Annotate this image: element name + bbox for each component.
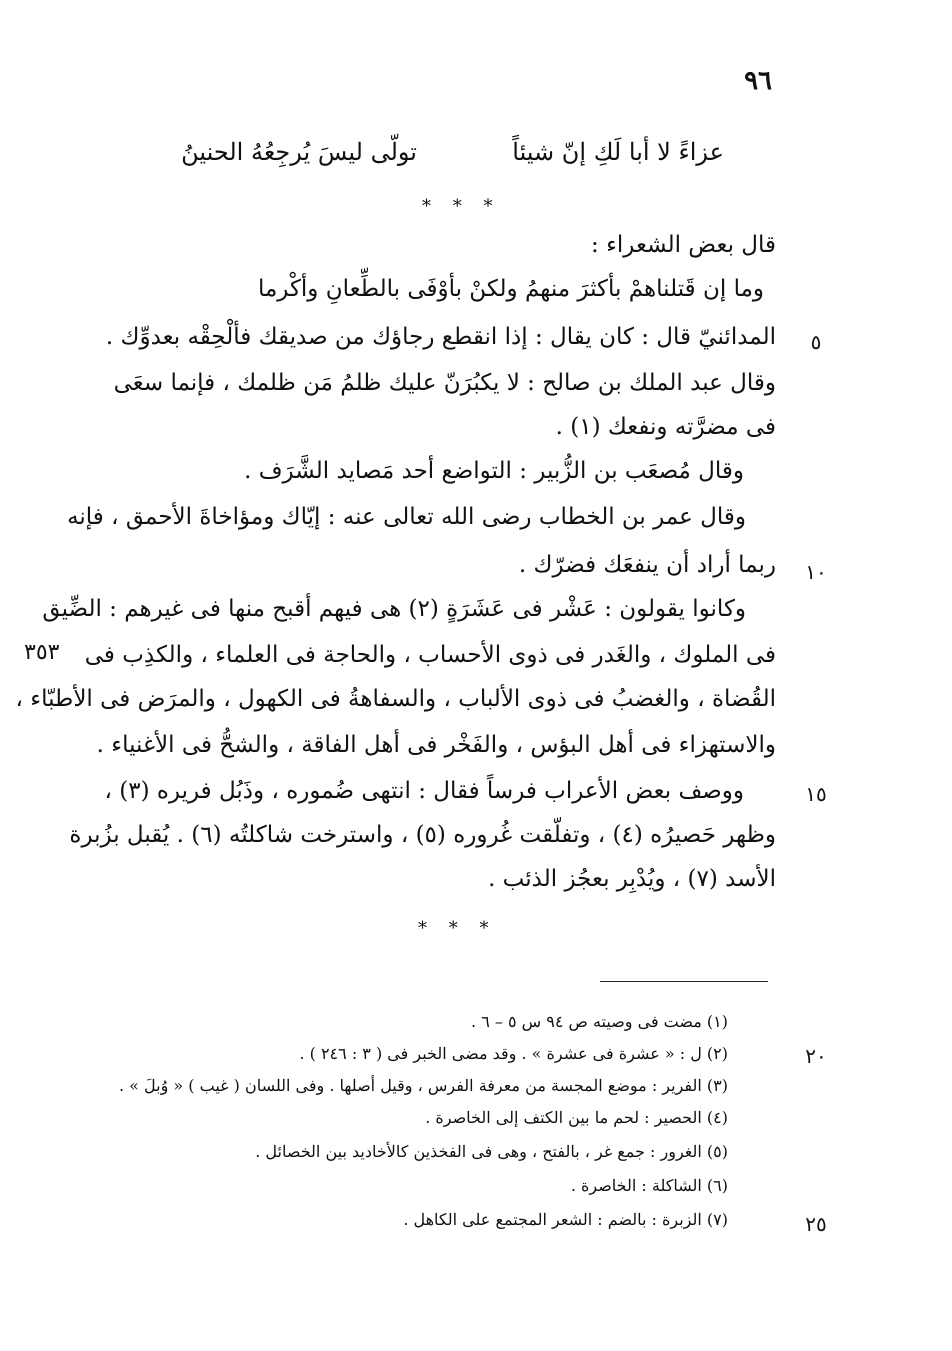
- text-line-3: المدائنيّ قال : كان يقال : إذا انقطع رجاؤك من صديقك فألْحِقْه بعدوِّك .: [105, 324, 776, 350]
- text-line-1: قال بعض الشعراء :: [591, 232, 776, 258]
- footnote-6: (٦) الشاكلة : الخاصرة .: [570, 1176, 728, 1195]
- footnote-3: (٣) الفرير : موضع المجسة من معرفة الفرس ، وقيل أصلها . وفى اللسان ( غيب ) « وُبلَ » .: [119, 1076, 728, 1095]
- margin-line-number-5: ٥: [810, 330, 822, 354]
- section-separator-end: * * *: [418, 918, 497, 939]
- text-line-11: القُضاة ، والغضبُ فى ذوى الألباب ، والسفاهةُ فى الكهول ، والمرَض فى الأطبّاء ،: [15, 686, 776, 712]
- text-line-10: فى الملوك ، والغَدر فى ذوى الأحساب ، والحاجة فى العلماء ، والكذِب فى: [84, 642, 776, 668]
- margin-line-number-15: ١٥: [805, 782, 827, 806]
- margin-page-reference: ٣٥٣: [24, 640, 60, 665]
- text-line-4: وقال عبد الملك بن صالح : لا يكبُرَنّ عليك ظلمُ مَن ظلمك ، فإنما سعَى: [113, 370, 776, 396]
- text-line-12: والاستهزاء فى أهل البؤس ، والفَخْر فى أهل الفاقة ، والشحُّ فى الأغنياء .: [96, 732, 776, 758]
- text-line-13: ووصف بعض الأعراب فرساً فقال : انتهى ضُموره ، وذَبُل فريره (٣) ،: [104, 778, 744, 804]
- text-line-9: وكانوا يقولون : عَشْر فى عَشَرَةٍ (٢) هى فيهم أقبح منها فى غيرهم : الضِّيق: [42, 596, 746, 622]
- text-line-5: فى مضرَّته ونفعك (١) .: [555, 414, 776, 440]
- footnote-2: (٢) ل : « عشرة فى عشرة » . وقد مضى الخبر فى ( ٣ : ٢٤٦ ) .: [299, 1044, 728, 1063]
- footnote-1: (١) مضت فى وصيته ص ٩٤ س ٥ – ٦ .: [471, 1012, 728, 1031]
- margin-line-number-20: ٢٠: [805, 1044, 827, 1068]
- margin-line-number-10: ١٠: [805, 560, 827, 584]
- text-line-6: وقال مُصعَب بن الزُّبير : التواضع أحد مَصايد الشَّرَف .: [244, 458, 744, 484]
- footnote-7: (٧) الزبرة : بالضم : الشعر المجتمع على الكاهل .: [403, 1210, 728, 1229]
- margin-line-number-25: ٢٥: [805, 1212, 827, 1236]
- page-number: ٩٦: [744, 66, 772, 96]
- footnote-4: (٤) الحصير : لحم ما بين الكتف إلى الخاصرة .: [425, 1108, 728, 1127]
- footnote-5: (٥) الغرور : جمع غر ، بالفتح ، وهى فى الفخذين كالأخاديد بين الخصائل .: [255, 1142, 728, 1161]
- text-line-15: الأسد (٧) ، ويُدْبِر بعجُز الذئب .: [488, 866, 776, 892]
- text-line-2: وما إن قَتلناهمْ بأكثرَ منهمُ ولكنْ بأوْفَى بالطِّعانِ وأكْرما: [257, 276, 764, 302]
- text-line-7: وقال عمر بن الخطاب رضى الله تعالى عنه : إيّاك ومؤاخاةَ الأحمق ، فإنه: [67, 504, 746, 530]
- text-line-8: ربما أراد أن ينفعَك فضرّك .: [518, 552, 776, 578]
- section-separator: * * *: [422, 196, 501, 217]
- verse-first-hemistich: عزاءً لا أبا لَكِ إنّ شيئاً: [512, 138, 724, 166]
- verse-second-hemistich: تولّى ليسَ يُرجِعُهُ الحنينُ: [181, 138, 417, 166]
- text-line-14: وظهر حَصيرُه (٤) ، وتفلّقت غُروره (٥) ، واسترخت شاكلتُه (٦) . يُقبل بزُبرة: [69, 822, 776, 848]
- footnote-divider: [600, 981, 768, 982]
